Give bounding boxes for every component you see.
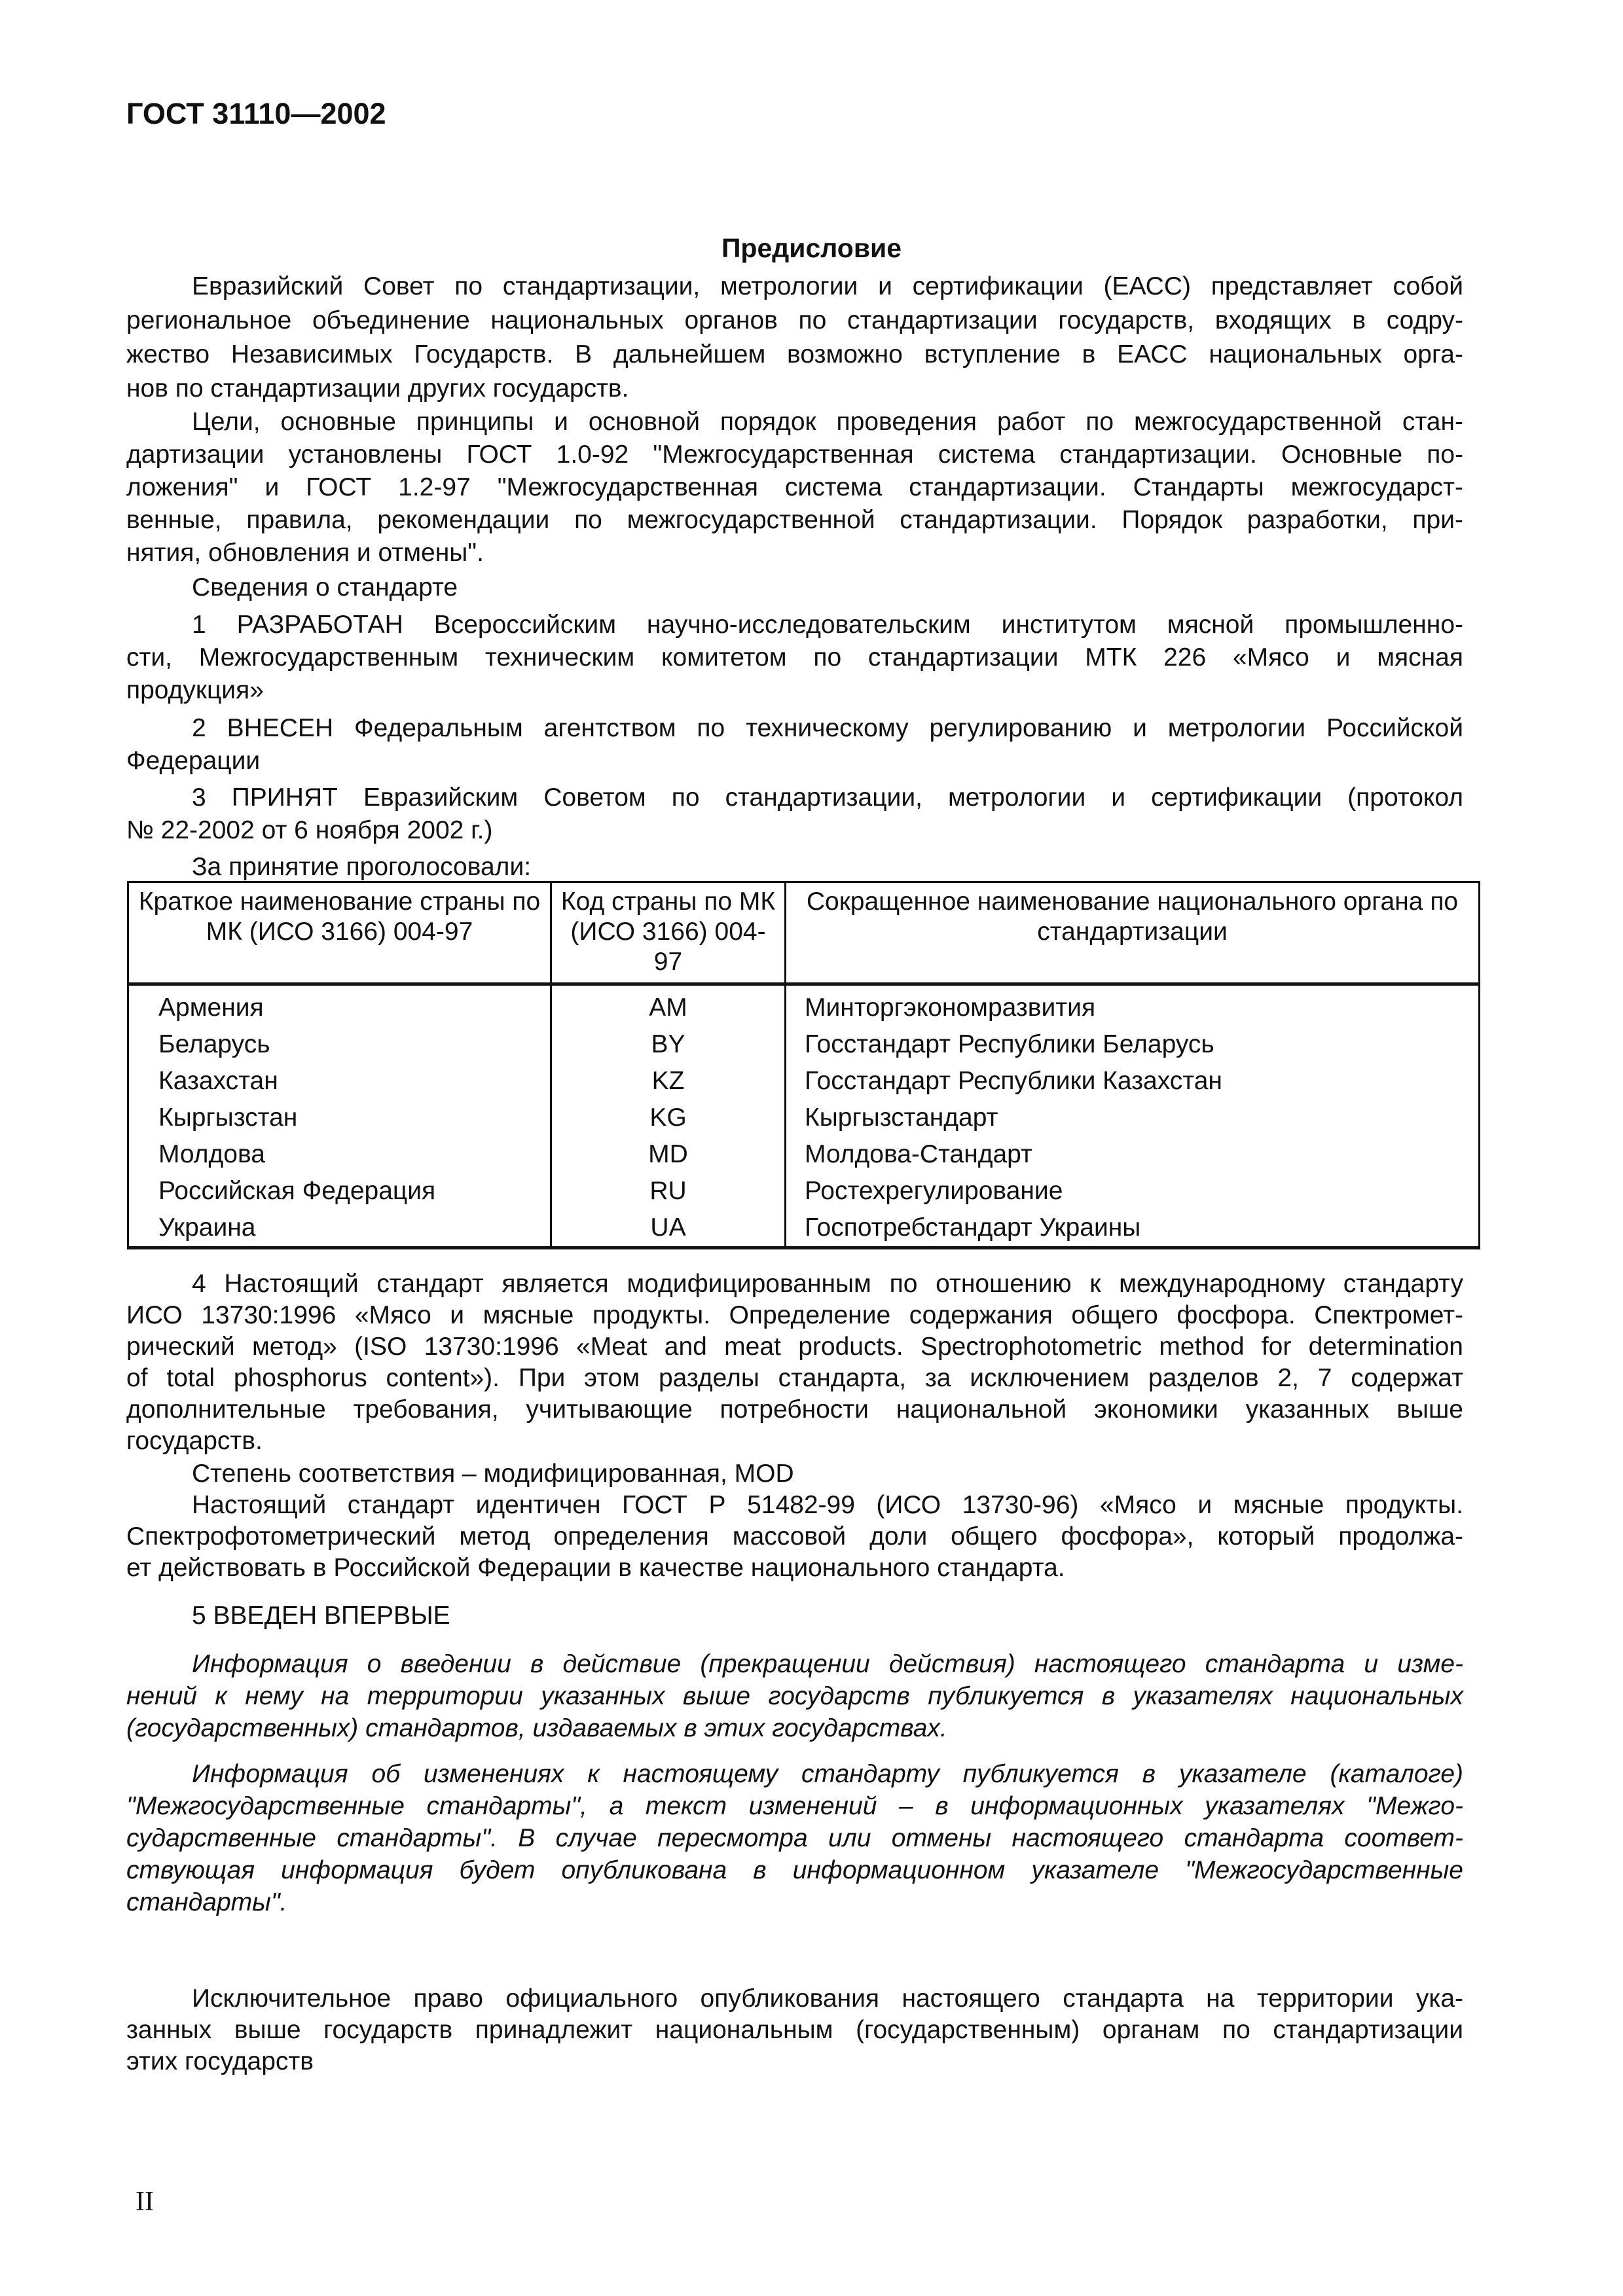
country-code-cell: RU [551, 1173, 786, 1210]
table-row [128, 1100, 1480, 1136]
table-header-row [128, 882, 1480, 984]
country-name-cell: Беларусь [128, 1026, 551, 1063]
header-country-code: Код страны по МК (ИСО 3166) 004-97 [551, 882, 786, 984]
paragraph-exclusive-right [126, 1983, 1463, 2077]
text-line: венные, правила, рекомендации по межгосударственной стандартизации. Порядок разработки, при- [126, 506, 1463, 534]
country-code-cell: KG [551, 1100, 786, 1136]
text-line: 4 Настоящий стандарт является модифицированным по отношению к международному стандарту [192, 1270, 1463, 1298]
table-row [128, 1026, 1480, 1063]
country-name-cell: Российская Федерация [128, 1173, 551, 1210]
text-line: занных выше государств принадлежит национальным (государственным) органам по стандартизации [126, 2016, 1463, 2044]
text-line: 3 ПРИНЯТ Евразийским Советом по стандартизации, метрологии и сертификации (протокол [192, 783, 1463, 812]
text-line: нов по стандартизации других государств. [126, 374, 629, 403]
text-line: 1 РАЗРАБОТАН Всероссийским научно-исследовательским институтом мясной промышленно- [192, 611, 1463, 639]
text-line: Информация о введении в действие (прекращении действия) настоящего стандарта и изме- [192, 1650, 1463, 1678]
text-line: рический метод» (ISO 13730:1996 «Meat and meat products. Spectrophotometric method for determination [126, 1333, 1463, 1361]
paragraph-voted [126, 851, 1463, 884]
country-code-cell: BY [551, 1026, 786, 1063]
paragraph-developed [126, 609, 1463, 707]
text-line: ложения" и ГОСТ 1.2-97 "Межгосударственная система стандартизации. Стандарты межгосударст- [126, 473, 1463, 501]
country-name-cell: Украина [128, 1210, 551, 1248]
text-line: За принятие проголосовали: [192, 853, 532, 881]
table-row [128, 984, 1480, 1027]
country-code-cell: MD [551, 1136, 786, 1173]
national-body-cell: Госстандарт Республики Беларусь [786, 1026, 1480, 1063]
text-line: 5 ВВЕДЕН ВПЕРВЫЕ [192, 1602, 450, 1630]
paragraph-adopted [126, 781, 1463, 847]
text-line: Федерации [126, 747, 261, 775]
text-line: Евразийский Совет по стандартизации, метрологии и сертификации (ЕАСС) представляет собой [192, 272, 1463, 300]
text-line: № 22-2002 от 6 ноября 2002 г.) [126, 816, 493, 844]
text-line: сти, Межгосударственным техническим комитетом по стандартизации МТК 226 «Мясо и мясная [126, 643, 1463, 672]
national-body-cell: Ростехрегулирование [786, 1173, 1480, 1210]
header-country-name: Краткое наименование страны по МК (ИСО 3166) 004-97 [128, 882, 551, 984]
text-line: нятия, обновления и отмены". [126, 539, 484, 567]
country-code-cell: AM [551, 984, 786, 1027]
text-line: государств. [126, 1427, 263, 1455]
table-row [128, 1210, 1480, 1248]
text-line: стандарты". [126, 1888, 287, 1916]
text-line: Спектрофотометрический метод определения массовой доли общего фосфора», который продолжа- [126, 1522, 1463, 1551]
header-national-body: Сокращенное наименование национального органа по стандартизации [786, 882, 1480, 984]
paragraph-eass [126, 270, 1463, 406]
text-line: сударственные стандарты". В случае пересмотра или отмены настоящего стандарта соответ- [126, 1824, 1463, 1852]
national-body-cell: Госстандарт Республики Казахстан [786, 1063, 1480, 1100]
text-line: Информация об изменениях к настоящему стандарту публикуется в указателе (каталоге) [192, 1760, 1463, 1788]
text-line: нений к нему на территории указанных выше государств публикуется в указателях национальных [126, 1682, 1463, 1710]
text-line: Цели, основные принципы и основной порядок проведения работ по межгосударственной стан- [192, 408, 1463, 436]
paragraph-submitted [126, 712, 1463, 778]
document-code-header: ГОСТ 31110—2002 [126, 97, 386, 130]
text-line: Сведения о стандарте [192, 573, 458, 601]
country-name-cell: Армения [128, 984, 551, 1027]
country-name-cell: Казахстан [128, 1063, 551, 1100]
text-line: (государственных) стандартов, издаваемых в этих государствах. [126, 1714, 947, 1742]
text-line: Степень соответствия – модифицированная, MOD [192, 1460, 794, 1488]
page-number: II [136, 2187, 154, 2217]
text-line: of total phosphorus content»). При этом разделы стандарта, за исключением разделов 2, 7 содержат [126, 1364, 1463, 1392]
text-line: ИСО 13730:1996 «Мясо и мясные продукты. Определение содержания общего фосфора. Спектромет- [126, 1301, 1463, 1329]
text-line: жество Независимых Государств. В дальнейшем возможно вступление в ЕАСС национальных орга- [126, 340, 1463, 368]
text-line: региональное объединение национальных органов по стандартизации государств, входящих в содру- [126, 306, 1463, 334]
paragraph-identical [126, 1490, 1463, 1584]
text-line: дополнительные требования, учитывающие потребности национальной экономики указанных выше [126, 1395, 1463, 1424]
national-body-cell: Минторгэкономразвития [786, 984, 1480, 1027]
text-line: Настоящий стандарт идентичен ГОСТ Р 51482-99 (ИСО 13730-96) «Мясо и мясные продукты. [192, 1491, 1463, 1519]
text-line: "Межгосударственные стандарты", а текст изменений – в информационных указателях "Межго- [126, 1792, 1463, 1820]
country-name-cell: Кыргызстан [128, 1100, 551, 1136]
country-code-cell: UA [551, 1210, 786, 1248]
text-line: ствующая информация будет опубликована в информационном указателе "Межгосударственные [126, 1856, 1463, 1884]
paragraph-info-heading [126, 571, 1463, 604]
table-row [128, 1136, 1480, 1173]
national-body-cell: Госпотребстандарт Украины [786, 1210, 1480, 1248]
table-row [128, 1173, 1480, 1210]
text-line: ет действовать в Российской Федерации в качестве национального стандарта. [126, 1554, 1065, 1582]
text-line: дартизации установлены ГОСТ 1.0-92 "Межгосударственная система стандартизации. Основные по- [126, 440, 1463, 469]
paragraph-modified-standard [126, 1268, 1463, 1457]
country-code-cell: KZ [551, 1063, 786, 1100]
paragraph-info-changes [126, 1758, 1463, 1918]
national-body-cell: Молдова-Стандарт [786, 1136, 1480, 1173]
paragraph-degree [126, 1458, 1463, 1490]
section-title: Предисловие [721, 233, 902, 263]
country-name-cell: Молдова [128, 1136, 551, 1173]
paragraph-info-introduction [126, 1648, 1463, 1744]
text-line: Исключительное право официального опубликования настоящего стандарта на территории ука- [192, 1984, 1463, 2013]
paragraph-goals [126, 406, 1463, 569]
text-line: этих государств [126, 2047, 314, 2075]
national-body-cell: Кыргызстандарт [786, 1100, 1480, 1136]
text-line: продукция» [126, 676, 264, 704]
table-row [128, 1063, 1480, 1100]
paragraph-introduced [126, 1600, 1463, 1632]
text-line: 2 ВНЕСЕН Федеральным агентством по техническому регулированию и метрологии Российской [192, 714, 1463, 742]
voting-countries-table [127, 881, 1480, 1249]
